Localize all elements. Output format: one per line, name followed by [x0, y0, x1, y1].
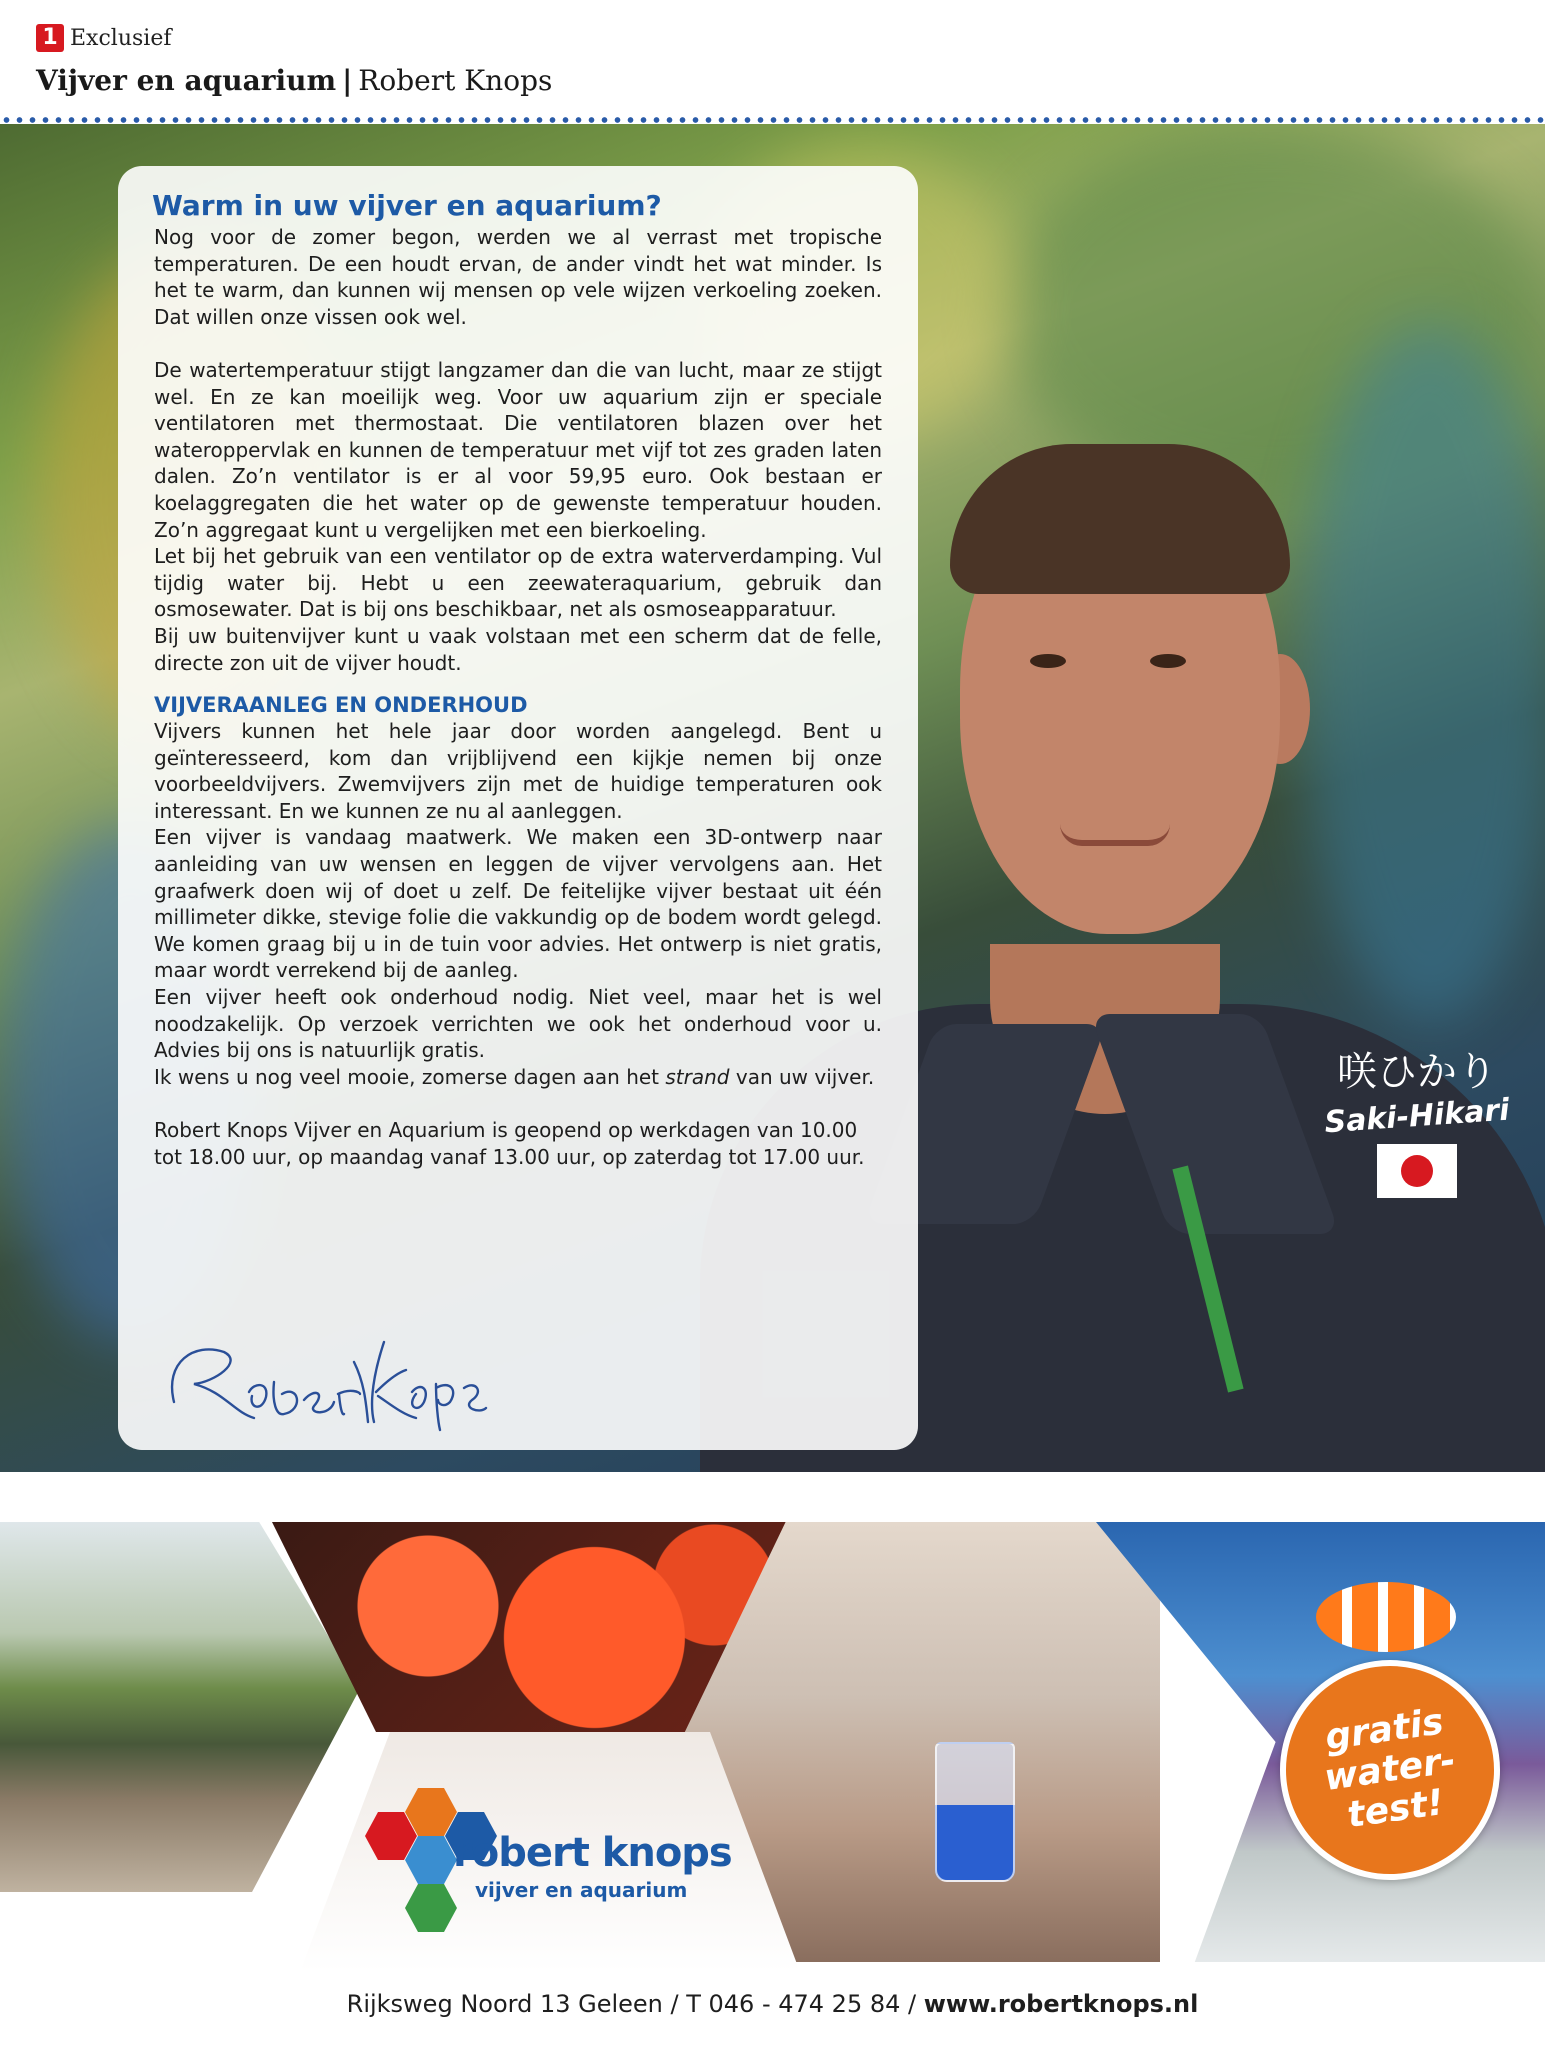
- article-paragraph: Bij uw buitenvijver kunt u vaak volstaan met een scherm dat de felle, directe zon uit de vijver houdt.: [154, 623, 882, 675]
- article-paragraph: Nog voor de zomer begon, werden we al verrast met tropische temperaturen. De een houdt ervan, de ander vindt het wat minder. Is het te warm, dan kunnen wij mensen op vele wijzen verkoeling zoeken. Dat willen onze vissen ook wel.: [154, 225, 882, 329]
- handwritten-signature: [154, 1322, 494, 1432]
- article-heading: Warm in uw vijver en aquarium?: [152, 189, 662, 222]
- logo-name: robert knops: [453, 1830, 732, 1876]
- shirt-logo-jp: 咲ひかり: [1337, 1049, 1497, 1095]
- dotted-divider: [0, 116, 1545, 124]
- clownfish: [1316, 1582, 1456, 1652]
- title-author: Robert Knops: [358, 64, 553, 97]
- shirt-logo-brand: Saki-Hikari: [1323, 1092, 1511, 1141]
- footer-address: Rijksweg Noord 13 Geleen / T 046 - 474 25 84 /: [346, 1990, 924, 2018]
- article-paragraph: Let bij het gebruik van een ventilator op de extra waterverdamping. Vul tijdig water bij. Hebt u een zeewateraquarium, gebruik dan osmosewater. Dat is bij ons beschikbaar, net als osmoseapparatuur.: [154, 544, 882, 622]
- article-paragraph: De watertemperatuur stijgt langzamer dan die van lucht, maar ze stijgt wel. En ze kan moeilijk weg. Voor uw aquarium zijn er speciale ventilatoren met thermostaat. Die ventilatoren blazen over het wateroppervlak en kunnen de temperatuur met vijf tot zes graden laten dalen. Zo’n ventilator is er al voor 59,95 euro. Ook bestaan er koelaggregaten die het water op de gewenste temperatuur houden. Zo’n aggregaat kunt u vergelijken met een bierkoeling.: [154, 357, 882, 542]
- italic-word: strand: [665, 1064, 730, 1089]
- shirt-logo: [1322, 1040, 1512, 1198]
- article-panel: [118, 166, 918, 1450]
- brand-logo: 1: [36, 24, 64, 52]
- eye-right: [1150, 654, 1186, 668]
- test-vial: [935, 1742, 1015, 1882]
- logo-hex-green: [405, 1884, 457, 1932]
- japan-flag-icon: [1377, 1144, 1457, 1198]
- opening-hours: Robert Knops Vijver en Aquarium is geopend op werkdagen van 10.00 tot 18.00 uur, op maandag vanaf 13.00 uur, op zaterdag tot 17.00 uur.: [154, 1118, 865, 1169]
- page-title: [36, 64, 552, 97]
- article-paragraph: Vijvers kunnen het hele jaar door worden aangelegd. Bent u geïnteresseerd, kom dan vrijblijvend een kijkje nemen bij onze voorbeeldvijvers. Zwemvijvers zijn met de huidige temperaturen ook interessant. En we kunnen ze nu al aanleggen.: [154, 719, 882, 823]
- article-subheading: VIJVERAANLEG EN ONDERHOUD: [154, 693, 528, 718]
- logo-tagline: vijver en aquarium: [475, 1878, 688, 1902]
- page-header: [0, 0, 1545, 120]
- smile: [1060, 824, 1170, 846]
- footer-contact: [0, 1990, 1545, 2030]
- brand-label: Exclusief: [70, 25, 172, 51]
- article-paragraph: Een vijver is vandaag maatwerk. We maken een 3D-ontwerp naar aanleiding van uw wensen en leggen de vijver vervolgens aan. Het graafwerk doen wij of doet u zelf. De feitelijke vijver bestaat uit één millimeter dikke, stevige folie die vakkundig op de bodem wordt gelegd. We komen graag bij u in de tuin voor advies. Het ontwerp is niet gratis, maar wordt verrekend bij de aanleg.: [154, 825, 882, 983]
- hair: [950, 444, 1290, 594]
- website-link[interactable]: www.robertknops.nl: [923, 1990, 1199, 2018]
- article-paragraph: Een vijver heeft ook onderhoud nodig. Niet veel, maar het is wel noodzakelijk. Op verzoek verrichten we ook het onderhoud voor u. Advies bij ons is natuurlijk gratis.: [154, 985, 882, 1063]
- eye-left: [1030, 654, 1066, 668]
- brand-row: [36, 24, 171, 52]
- title-separator: |: [342, 64, 353, 97]
- company-logo: [335, 1788, 735, 1928]
- title-section: Vijver en aquarium: [36, 64, 337, 97]
- badge-text: gratis water- test!: [1321, 1701, 1459, 1837]
- article-paragraph: Ik wens u nog veel mooie, zomerse dagen aan het strand van uw vijver.: [154, 1064, 875, 1089]
